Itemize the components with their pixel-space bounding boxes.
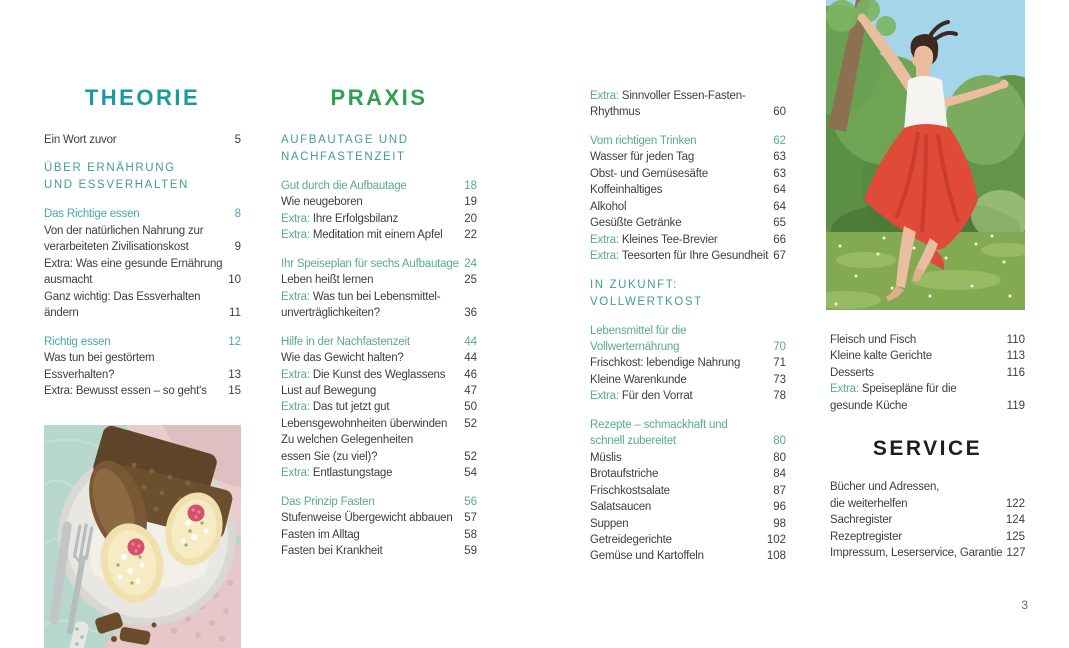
toc-entry-title: verarbeiteten Zivilisationskost — [44, 241, 189, 254]
toc-entry — [590, 166, 786, 182]
toc-entry-title: Impressum, Leserservice, Garantie — [830, 547, 1003, 560]
toc-entry — [281, 178, 477, 194]
toc-entry — [281, 527, 477, 543]
toc-entry-title: Extra: Für den Vorrat — [590, 390, 693, 403]
toc-entry-title: Ein Wort zuvor — [44, 134, 117, 146]
toc-entry-title: Ihr Speiseplan für sechs Aufbautage — [281, 257, 459, 270]
toc-entry-title: Rhythmus — [590, 106, 641, 119]
toc-entry-title: Suppen — [590, 517, 629, 530]
toc-entry-title: Extra: Bewusst essen – so geht's — [44, 384, 207, 397]
toc-section-heading — [590, 277, 786, 311]
woman-photo-illustration — [826, 0, 1025, 310]
toc-page-ref: 59 — [464, 545, 477, 558]
toc-page-ref: 47 — [464, 384, 477, 397]
toc-entry-title: Kleine Warenkunde — [590, 373, 687, 386]
extra-label: Extra: — [281, 467, 310, 480]
toc-entry — [44, 367, 241, 383]
toc-entry-title: Rezepte – schmackhaft und — [590, 418, 728, 431]
toc-entry-title: Leben heißt lernen — [281, 274, 374, 287]
toc-section-heading-line: ÜBER ERNÄHRUNG — [44, 162, 176, 175]
toc-entry — [44, 223, 241, 239]
extra-label: Extra: — [830, 383, 859, 396]
toc-entry-group — [590, 88, 786, 121]
woman-jumping-photo — [826, 0, 1025, 310]
toc-page-ref: 124 — [1005, 514, 1025, 527]
toc-entry — [590, 483, 786, 499]
toc-entry — [281, 383, 477, 399]
toc-entry-title: Von der natürlichen Nahrung zur — [44, 224, 204, 237]
toc-entry-title: Gut durch die Aufbautage — [281, 180, 407, 192]
extra-label: Extra: — [590, 90, 619, 102]
toc-entry-title: Brotaufstriche — [590, 468, 659, 481]
toc-entry-title: Salatsaucen — [590, 501, 652, 514]
toc-entry — [830, 365, 1025, 381]
food-photo — [44, 425, 241, 648]
toc-page-ref: 20 — [464, 212, 477, 225]
toc-page-ref: 62 — [773, 134, 786, 147]
toc-entry — [590, 248, 786, 264]
toc-entry — [281, 416, 477, 432]
toc-column-theorie — [44, 84, 241, 399]
praxis-heading: PRAXIS — [330, 85, 428, 110]
toc-page-ref: 110 — [1006, 334, 1025, 346]
toc-entry-title: Das Richtige essen — [44, 208, 140, 221]
toc-page-ref: 80 — [773, 435, 786, 448]
toc-page-ref: 87 — [773, 484, 786, 497]
toc-entry — [590, 388, 786, 404]
toc-entry-title: Sachregister — [830, 514, 893, 527]
toc-entry-title: Essverhalten? — [44, 368, 115, 381]
toc-entry-group — [44, 334, 241, 400]
toc-entry-group — [44, 206, 241, 321]
toc-page-ref: 63 — [773, 167, 786, 180]
toc-entry-title: Extra: Meditation mit einem Apfel — [281, 229, 443, 242]
toc-entry-title: Zu welchen Gelegenheiten — [281, 434, 414, 447]
toc-entry-title: Frischkostsalate — [590, 484, 670, 497]
toc-page-ref: 113 — [1006, 350, 1025, 363]
toc-entry — [281, 256, 477, 272]
extra-label: Extra: — [281, 290, 310, 303]
toc-entry-title: Bücher und Adressen, — [830, 481, 940, 494]
toc-page-ref: 25 — [464, 274, 477, 287]
toc-entry — [590, 532, 786, 548]
toc-entry — [830, 545, 1025, 561]
toc-entry — [830, 529, 1025, 545]
toc-page-ref: 116 — [1006, 366, 1025, 379]
theorie-heading: THEORIE — [84, 85, 201, 110]
toc-page-ref: 71 — [773, 357, 786, 370]
toc-entry — [590, 355, 786, 371]
toc-entry — [281, 194, 477, 210]
toc-entry-title: schnell zubereitet — [590, 435, 676, 448]
toc-entry — [281, 367, 477, 383]
extra-label: Extra: — [44, 257, 73, 270]
toc-entry — [590, 232, 786, 248]
toc-entry-title: Kleine kalte Gerichte — [830, 350, 932, 363]
toc-page-ref: 56 — [464, 495, 477, 508]
toc-entry-group — [281, 494, 477, 560]
toc-entry-title: Müslis — [590, 451, 622, 464]
toc-entry — [44, 206, 241, 222]
toc-entry-title: Koffeinhaltiges — [590, 184, 663, 197]
toc-page-ref: 9 — [234, 241, 241, 254]
toc-entry — [44, 256, 241, 272]
toc-page-ref: 127 — [1006, 547, 1026, 560]
toc-entry-title: Vollwerternährung — [590, 340, 680, 353]
toc-entry — [830, 348, 1025, 364]
toc-page-ref: 102 — [766, 533, 786, 546]
toc-page-ref: 108 — [766, 550, 786, 563]
toc-page-ref: 125 — [1005, 530, 1025, 543]
toc-entry — [281, 399, 477, 415]
toc-column-service — [830, 332, 1025, 562]
toc-page-ref: 70 — [773, 340, 786, 353]
toc-page-ref: 122 — [1005, 497, 1025, 510]
toc-entry — [44, 272, 241, 288]
toc-page-ref: 66 — [773, 233, 786, 246]
toc-entry-group — [281, 334, 477, 482]
toc-entry — [281, 272, 477, 288]
toc-page-ref: 58 — [464, 528, 477, 541]
toc-entry-title: Vom richtigen Trinken — [590, 134, 697, 147]
toc-page-ref: 119 — [1006, 399, 1025, 412]
toc-entry — [281, 510, 477, 526]
toc-entry-title: Fleisch und Fisch — [830, 334, 917, 346]
toc-entry — [281, 211, 477, 227]
toc-entry — [44, 334, 241, 350]
toc-entry-group — [281, 256, 477, 322]
toc-entry — [590, 215, 786, 231]
toc-entry-title: essen Sie (zu viel)? — [281, 450, 378, 463]
toc-section-heading-line: UND ESSVERHALTEN — [44, 179, 189, 192]
toc-page-ref: 67 — [773, 250, 786, 263]
toc-entry-group — [830, 332, 1025, 414]
toc-entry-title: Obst- und Gemüsesäfte — [590, 167, 708, 180]
toc-page-ref: 12 — [228, 335, 241, 348]
toc-page-ref: 96 — [773, 501, 786, 514]
toc-entry — [281, 465, 477, 481]
toc-entry-title: Extra: Teesorten für Ihre Gesundheit — [590, 250, 769, 263]
toc-section-heading — [281, 132, 477, 166]
toc-entry-title: Extra: Was tun bei Lebensmittel- — [281, 290, 441, 303]
toc-page-ref: 52 — [464, 417, 477, 430]
toc-entry-title: Fasten im Alltag — [281, 528, 360, 541]
toc-page-ref: 10 — [228, 274, 241, 287]
toc-entry-group — [44, 132, 241, 148]
toc-entry-title: Frischkost: lebendige Nahrung — [590, 357, 741, 370]
toc-page-ref: 73 — [773, 373, 786, 386]
toc-entry — [44, 289, 241, 305]
toc-entry-title: Hilfe in der Nachfastenzeit — [281, 335, 410, 348]
toc-entry-title: ändern — [44, 307, 79, 320]
toc-page-ref: 22 — [464, 229, 477, 242]
toc-entry — [590, 199, 786, 215]
toc-entry — [590, 182, 786, 198]
toc-entry-title: Das Prinzip Fasten — [281, 495, 375, 508]
toc-page-ref: 11 — [229, 307, 241, 320]
extra-label: Extra: — [281, 229, 310, 242]
toc-page-ref: 52 — [464, 450, 477, 463]
toc-entry — [590, 499, 786, 515]
toc-entry — [590, 433, 786, 449]
extra-label: Extra: — [281, 368, 310, 381]
toc-entry — [281, 334, 477, 350]
toc-entry-title: Ganz wichtig: Das Essverhalten — [44, 290, 201, 303]
toc-entry — [590, 548, 786, 564]
toc-entry-title: Lust auf Bewegung — [281, 384, 377, 397]
toc-entry-title: gesunde Küche — [830, 399, 908, 412]
toc-page-ref: 44 — [464, 352, 477, 365]
toc-entry-title: Alkohol — [590, 200, 627, 213]
extra-label: Extra: — [590, 250, 619, 263]
toc-entry-title: Wie neugeboren — [281, 196, 363, 209]
toc-entry — [830, 479, 1025, 495]
food-photo-illustration — [44, 425, 241, 648]
toc-entry-title: Lebensmittel für die — [590, 324, 687, 337]
toc-entry — [590, 88, 786, 104]
toc-entry — [590, 339, 786, 355]
toc-entry — [281, 305, 477, 321]
service-heading: SERVICE — [872, 437, 983, 461]
toc-entry-title: Extra: Entlastungstage — [281, 467, 393, 480]
toc-entry — [281, 543, 477, 559]
toc-entry-title: Getreidegerichte — [590, 533, 672, 546]
toc-page-ref: 78 — [773, 390, 786, 403]
toc-entry-title: Fasten bei Krankheit — [281, 545, 383, 558]
toc-entry — [830, 512, 1025, 528]
toc-page-ref: 65 — [773, 217, 786, 230]
toc-entry-title: Stufenweise Übergewicht abbauen — [281, 512, 453, 525]
toc-page-ref: 63 — [773, 151, 786, 164]
toc-page-ref: 60 — [773, 106, 786, 119]
toc-entry — [590, 372, 786, 388]
toc-section-heading-line: VOLLWERTKOST — [590, 295, 703, 308]
toc-entry-title: Extra: Das tut jetzt gut — [281, 401, 390, 414]
extra-label: Extra: — [44, 384, 73, 397]
toc-page-ref: 44 — [464, 335, 477, 348]
toc-page-ref: 50 — [464, 401, 477, 414]
toc-entry — [830, 398, 1025, 414]
toc-page-ref: 64 — [773, 200, 786, 213]
toc-entry — [44, 305, 241, 321]
toc-page-ref: 84 — [773, 468, 786, 481]
toc-entry-group — [590, 417, 786, 565]
toc-column-praxis — [281, 84, 477, 560]
toc-entry-title: Was tun bei gestörtem — [44, 352, 155, 365]
toc-entry-title: Extra: Speisepläne für die — [830, 383, 957, 396]
toc-entry — [590, 104, 786, 120]
toc-column-three — [590, 88, 786, 565]
toc-entry — [44, 132, 241, 148]
extra-label: Extra: — [590, 390, 619, 403]
toc-entry — [590, 417, 786, 433]
toc-entry-title: ausmacht — [44, 274, 93, 287]
toc-entry-title: Desserts — [830, 366, 874, 379]
extra-label: Extra: — [590, 233, 619, 246]
toc-entry — [44, 239, 241, 255]
toc-section-heading-line: IN ZUKUNFT: — [590, 278, 678, 291]
toc-page-ref: 8 — [234, 208, 241, 221]
toc-entry-title: Rezeptregister — [830, 530, 902, 543]
toc-entry — [590, 516, 786, 532]
toc-entry-title: Richtig essen — [44, 335, 111, 348]
toc-entry-title: Lebensgewohnheiten überwinden — [281, 417, 448, 430]
toc-page-ref: 5 — [234, 134, 241, 146]
toc-section-heading-line: AUFBAUTAGE UND — [281, 134, 409, 146]
toc-section-heading — [44, 160, 241, 194]
toc-entry — [44, 350, 241, 366]
toc-entry — [281, 227, 477, 243]
toc-entry — [281, 449, 477, 465]
toc-entry — [830, 381, 1025, 397]
toc-page-ref: 36 — [464, 307, 477, 320]
toc-entry — [281, 350, 477, 366]
toc-entry-title: Gesüßte Getränke — [590, 217, 682, 230]
toc-entry-title: Extra: Die Kunst des Weglassens — [281, 368, 446, 381]
toc-entry — [281, 432, 477, 448]
toc-entry-group — [590, 133, 786, 265]
toc-page-ref: 24 — [464, 257, 477, 270]
toc-section-heading-line: NACHFASTENZEIT — [281, 151, 406, 163]
toc-page-ref: 46 — [464, 368, 477, 381]
toc-page-ref: 64 — [773, 184, 786, 197]
toc-page-ref: 13 — [228, 368, 241, 381]
toc-entry-group — [281, 178, 477, 244]
toc-entry-title: die weiterhelfen — [830, 497, 908, 510]
toc-page-ref: 18 — [464, 180, 477, 192]
toc-entry-title: unverträglichkeiten? — [281, 307, 380, 320]
page-number: 3 — [1021, 598, 1028, 612]
toc-entry — [281, 289, 477, 305]
toc-page-ref: 80 — [773, 451, 786, 464]
toc-entry-title: Extra: Kleines Tee-Brevier — [590, 233, 718, 246]
toc-entry — [590, 466, 786, 482]
toc-page-ref: 98 — [773, 517, 786, 530]
extra-label: Extra: — [281, 401, 310, 414]
toc-entry-title: Wie das Gewicht halten? — [281, 352, 404, 365]
toc-entry-title: Extra: Was eine gesunde Ernährung — [44, 257, 223, 270]
toc-page-ref: 15 — [228, 384, 241, 397]
toc-entry — [590, 450, 786, 466]
toc-entry — [830, 496, 1025, 512]
toc-entry — [44, 383, 241, 399]
extra-label: Extra: — [281, 212, 310, 225]
toc-page-ref: 57 — [464, 512, 477, 525]
toc-entry-title: Extra: Sinnvoller Essen-Fasten- — [590, 90, 746, 102]
toc-entry — [281, 494, 477, 510]
toc-entry-title: Extra: Ihre Erfolgsbilanz — [281, 212, 399, 225]
toc-entry — [590, 133, 786, 149]
toc-page-ref: 54 — [464, 467, 477, 480]
toc-entry-group — [830, 479, 1025, 561]
toc-page-ref: 19 — [464, 196, 477, 209]
toc-entry-title: Gemüse und Kartoffeln — [590, 550, 704, 563]
toc-entry-group — [590, 323, 786, 405]
toc-entry — [590, 323, 786, 339]
toc-entry — [590, 149, 786, 165]
toc-entry — [830, 332, 1025, 348]
toc-entry-title: Wasser für jeden Tag — [590, 151, 695, 164]
